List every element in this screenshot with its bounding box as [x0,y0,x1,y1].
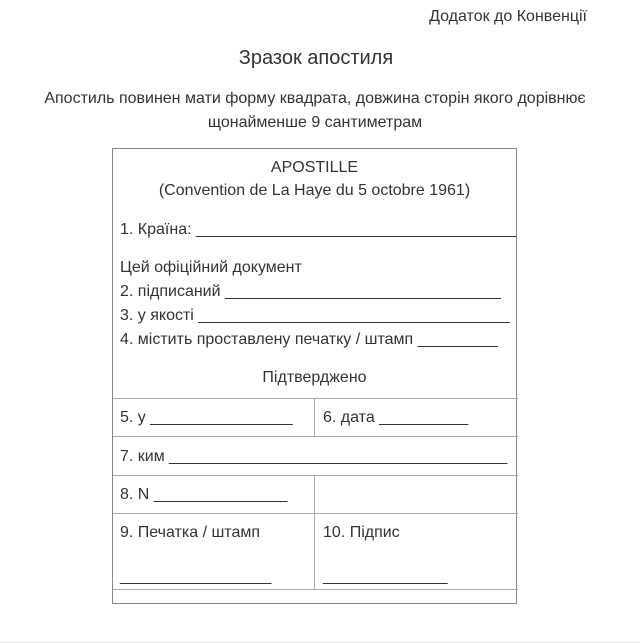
field-by-whom: 7. ким ______________________________________ [120,448,508,465]
grid-row-place-date [113,399,518,437]
signature-label: 10. Підпис [323,524,400,541]
field-signed-by: 2. підписаний _______________________________ [120,283,501,300]
convention-reference: (Convention de La Haye du 5 octobre 1961) [158,182,471,199]
intro-line-2: щонайменше 9 сантиметрам [207,114,423,131]
field-seal-stamp [113,514,315,589]
apostille-heading: APOSTILLE [270,159,359,176]
page-title: Зразок апостиля [238,47,394,69]
field-place: 5. у ________________ [113,399,315,436]
grid-row-number [113,476,518,514]
certification-grid [113,398,518,590]
intro-text [0,87,630,135]
confirmed-label: Підтверджено [262,369,367,386]
grid-row-seal-signature [113,514,518,590]
seal-stamp-label: 9. Печатка / штамп [120,524,260,541]
field-seal: 4. містить проставлену печатку / штамп _________ [120,331,498,348]
apostille-form [112,148,517,604]
signature-line: ______________ [323,568,448,585]
grid-row-by-whom [113,437,518,476]
annex-note: Додаток до Конвенції [429,8,587,25]
field-capacity: 3. у якості ___________________________________ [120,307,510,324]
document-intro: Цей офіційний документ [120,259,302,276]
field-date: 6. дата __________ [323,409,469,426]
seal-stamp-line: _________________ [120,568,272,585]
empty-cell [315,476,518,513]
field-signature [315,514,518,589]
field-country: 1. Країна: ____________________________________ [120,221,517,238]
intro-line-1: Апостиль повинен мати форму квадрата, довжина сторін якого дорівнює [44,90,586,107]
field-number: 8. N _______________ [113,476,315,513]
